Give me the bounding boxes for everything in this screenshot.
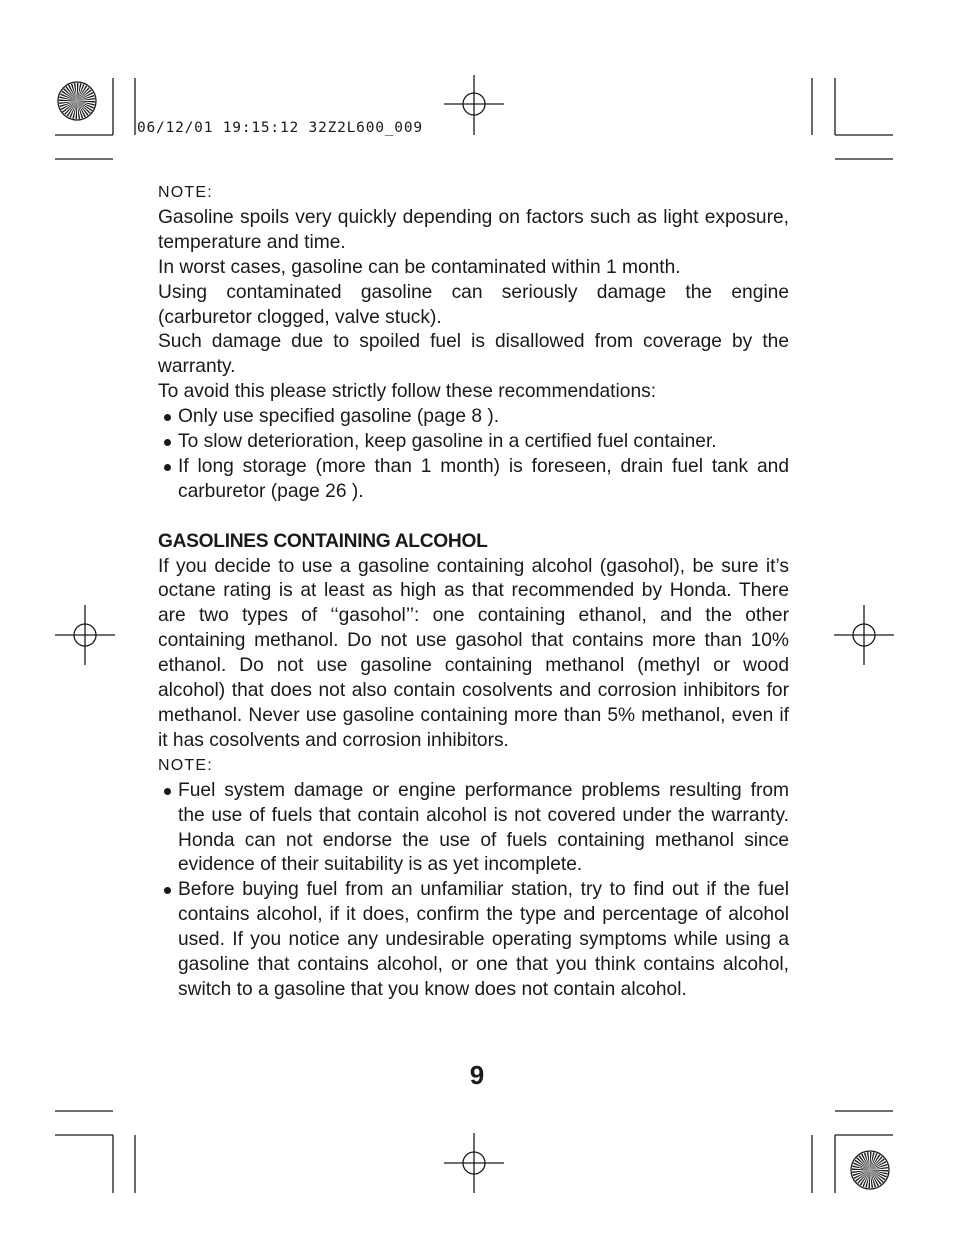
- page-number: 9: [469, 1060, 485, 1090]
- bullet-icon: [164, 464, 171, 471]
- bullet-icon: [164, 887, 171, 894]
- list-item: Before buying fuel from an unfamiliar station, try to find out if the fuel contains alcohol, if it does, confirm the type and percentage of alcohol used. If you notice any undesirable operating symptoms while using a gasoline that contains alcohol, or one that you think contains alcohol, switch to a gasoline that you know does not contain alcohol.: [158, 878, 789, 1003]
- recommendation-list: [158, 405, 789, 505]
- page-content: [158, 181, 789, 1003]
- intro-paragraph: Such damage due to spoiled fuel is disallowed from coverage by the warranty.: [158, 331, 789, 378]
- list-item: If long storage (more than 1 month) is foreseen, drain fuel tank and carburetor (page 26 ).: [158, 455, 789, 505]
- list-item: To slow deterioration, keep gasoline in a certified fuel container.: [158, 430, 789, 455]
- note-label: NOTE:: [158, 184, 213, 201]
- section-body: If you decide to use a gasoline containing alcohol (gasohol), be sure it’s octane rating is at least as high as that recommended by Honda. There are two types of ‘‘gasohol’’: one containing ethanol, and the other containing methanol. Do not use gasohol that contains more than 10% ethanol. Do not use gasoline containing methanol (methyl or wood alcohol) that does not also contain cosolvents and corrosion inhibitors for methanol. Never use gasoline containing more than 5% methanol, even if it has cosolvents and corrosion inhibitors.: [158, 555, 789, 751]
- section-heading: GASOLINES CONTAINING ALCOHOL: [158, 530, 488, 552]
- list-item: Fuel system damage or engine performance problems resulting from the use of fuels that contain alcohol is not covered under the warranty. Honda can not endorse the use of fuels containing methanol since evidence of their suitability is as yet incomplete.: [158, 779, 789, 879]
- intro-paragraph: Gasoline spoils very quickly depending on factors such as light exposure, temperature and time.: [158, 206, 789, 253]
- alcohol-note-list: [158, 779, 789, 1003]
- print-stamp: 06/12/01 19:15:12 32Z2L600_009: [137, 120, 423, 136]
- intro-paragraph: In worst cases, gasoline can be contaminated within 1 month.: [158, 256, 681, 278]
- bullet-icon: [164, 788, 171, 795]
- note-label: NOTE:: [158, 756, 213, 774]
- intro-paragraph: To avoid this please strictly follow these recommendations:: [158, 381, 657, 403]
- registration-starburst-bottom-right: [851, 1151, 889, 1189]
- list-item: Only use specified gasoline (page 8 ).: [158, 405, 789, 430]
- bullet-icon: [164, 414, 171, 421]
- bullet-icon: [164, 439, 171, 446]
- registration-starburst-top-left: [58, 82, 96, 120]
- intro-paragraph: Using contaminated gasoline can seriously damage the engine (carburetor clogged, valve stuck).: [158, 281, 789, 328]
